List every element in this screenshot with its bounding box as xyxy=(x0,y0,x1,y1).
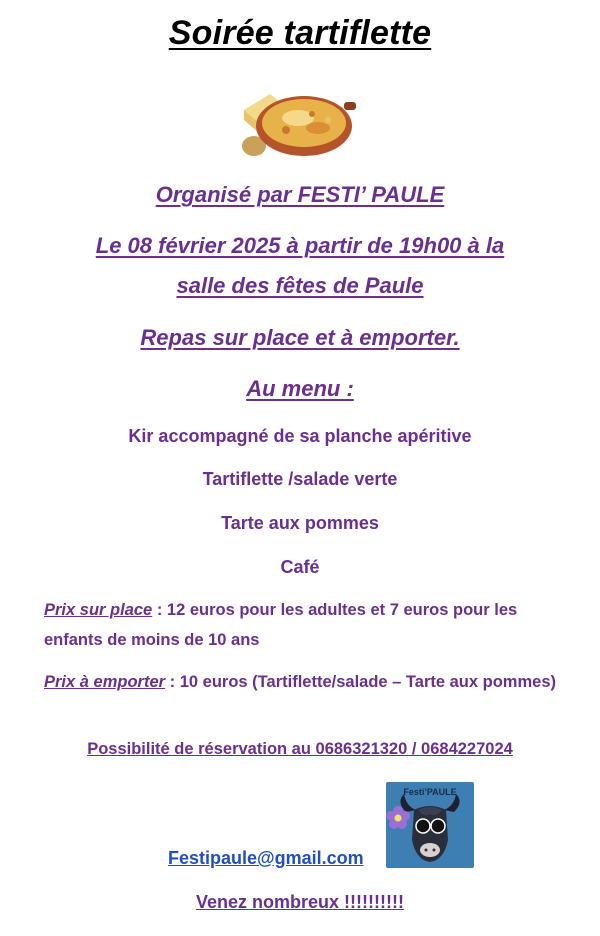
meal-line: Repas sur place et à emporter. xyxy=(140,325,460,350)
menu-item: Café xyxy=(280,557,320,577)
price-takeaway-label: Prix à emporter xyxy=(44,673,166,691)
logo-text: Festi’PAULE xyxy=(403,787,457,797)
tartiflette-photo xyxy=(240,80,359,163)
date-line-2: salle des fêtes de Paule xyxy=(176,273,424,298)
price-on-site xyxy=(44,595,564,655)
date-line-1: Le 08 février 2025 à partir de 19h00 à la xyxy=(95,233,505,258)
email-link[interactable]: Festipaule@gmail.com xyxy=(168,848,364,868)
closing-line: Venez nombreux !!!!!!!!!! xyxy=(196,892,404,912)
price-on-site-label: Prix sur place xyxy=(44,601,153,619)
price-takeaway xyxy=(44,667,564,697)
menu-heading: Au menu : xyxy=(246,376,354,401)
page-title: Soirée tartiflette xyxy=(168,14,432,52)
reservation-line: Possibilité de réservation au 0686321320 / 0684227024 xyxy=(87,740,513,758)
menu-item: Tartiflette /salade verte xyxy=(202,469,398,489)
price-on-site-text: : 12 euros pour les adultes et 7 euros pour les enfants de moins de 10 ans xyxy=(44,601,518,649)
price-takeaway-text: : 10 euros (Tartiflette/salade – Tarte aux pommes) xyxy=(165,673,556,691)
festi-paule-logo xyxy=(386,782,474,868)
organizer-line: Organisé par FESTI’ PAULE xyxy=(155,182,445,207)
menu-item: Kir accompagné de sa planche apéritive xyxy=(128,426,472,446)
menu-item: Tarte aux pommes xyxy=(221,513,379,533)
